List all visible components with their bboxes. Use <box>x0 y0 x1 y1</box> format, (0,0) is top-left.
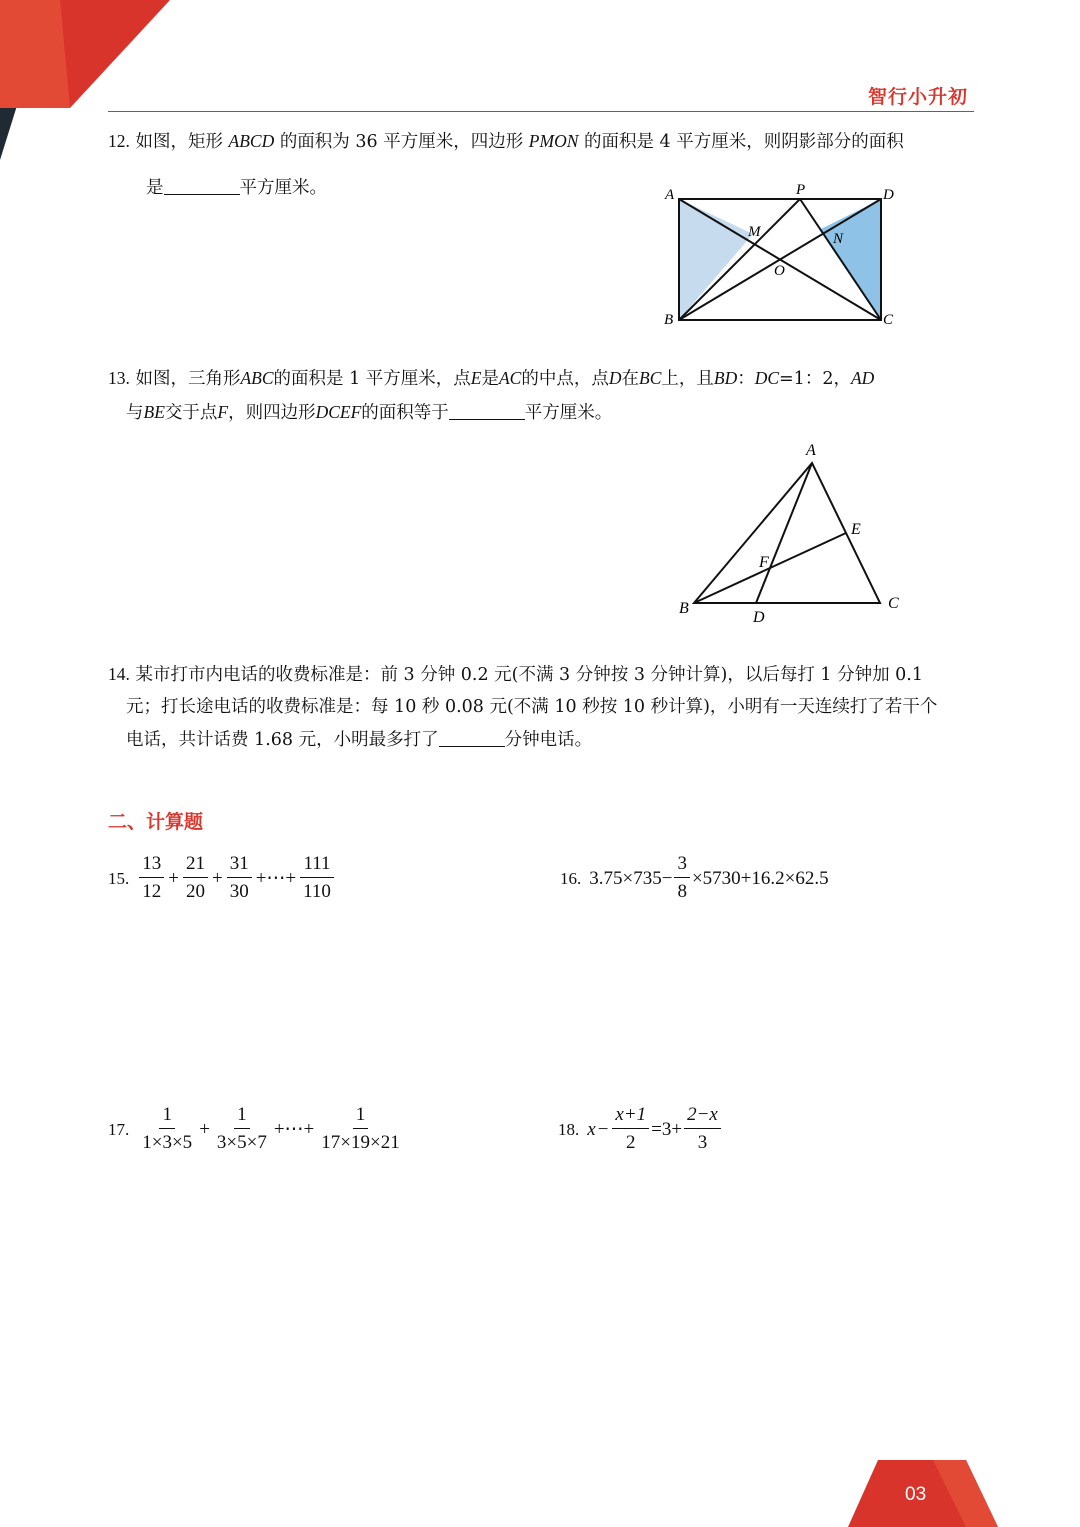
q12-text: 平方厘米。 <box>239 178 327 198</box>
q12-text: 如图，矩形 <box>135 132 223 152</box>
label-o: O <box>774 263 785 279</box>
question-12-line2 <box>146 172 327 205</box>
numerator: 111 <box>300 851 333 878</box>
q13-text: ，则四边形 <box>228 403 316 423</box>
question-14 <box>108 658 988 692</box>
shaded-left <box>679 199 753 320</box>
operator: +⋯+ <box>273 1119 315 1140</box>
denominator: 17×19×21 <box>321 1132 400 1153</box>
fraction <box>674 851 690 906</box>
operator: − <box>597 1118 609 1140</box>
q13-text: 是 <box>481 369 499 389</box>
denominator: 3 <box>697 1132 708 1153</box>
var-ad: AD <box>850 368 875 388</box>
label-d: D <box>753 609 765 626</box>
question-number: 12. <box>108 131 130 151</box>
label-c: C <box>883 312 894 328</box>
numerator: 1 <box>234 1102 250 1129</box>
var-d: D <box>608 368 622 388</box>
fraction <box>183 851 208 906</box>
fraction <box>612 1102 649 1157</box>
q13-text: 的面积是 1 平方厘米，点 <box>273 369 471 389</box>
answer-blank <box>164 176 240 195</box>
var-e: E <box>470 368 482 388</box>
section-heading: 二、计算题 <box>108 811 204 833</box>
operator: + <box>199 1118 210 1140</box>
numerator: 1 <box>159 1102 175 1129</box>
q13-text: =1：2， <box>779 369 851 389</box>
q13-text: 的面积等于 <box>361 403 449 423</box>
question-number: 17. <box>108 1119 130 1139</box>
question-number: 18. <box>558 1119 580 1139</box>
numerator: 21 <box>183 851 208 878</box>
q14-text: 元；打长途电话的收费标准是：每 10 秒 0.08 元(不满 10 秒按 10 秒计算)，小明有一天连续打了若干个 <box>126 697 938 717</box>
operator: + <box>211 867 223 889</box>
question-15 <box>108 851 336 906</box>
var-be: BE <box>143 402 165 422</box>
operator: + <box>168 867 179 889</box>
var-abc: ABC <box>240 368 274 388</box>
var-bc: BC <box>639 368 662 388</box>
expression-part: =3+ <box>651 1118 683 1140</box>
fraction <box>684 1102 721 1157</box>
answer-blank <box>449 401 525 420</box>
q12-text: 的面积是 4 平方厘米，则阴影部分的面积 <box>583 132 904 152</box>
var-dc: DC <box>754 368 780 388</box>
label-a: A <box>665 187 675 203</box>
question-16 <box>560 851 829 906</box>
denominator: 8 <box>677 881 687 902</box>
denominator: 20 <box>185 881 205 902</box>
numerator: 3 <box>674 851 690 878</box>
fraction <box>227 851 252 906</box>
numerator: 13 <box>139 851 164 878</box>
question-12 <box>108 125 988 159</box>
q13-text: ： <box>737 369 755 389</box>
page-number: 03 <box>905 1484 927 1505</box>
var-ac: AC <box>498 368 522 388</box>
answer-blank <box>439 728 505 747</box>
var-pmon: PMON <box>528 131 579 151</box>
rectangle-figure <box>655 178 905 333</box>
q13-text: 平方厘米。 <box>524 403 613 423</box>
q13-text: 交于点 <box>164 403 218 423</box>
question-number: 13. <box>108 368 130 388</box>
q13-text: 与 <box>126 403 144 423</box>
fraction <box>300 851 334 906</box>
var-bd: BD <box>713 368 738 388</box>
operator: +⋯+ <box>255 868 297 889</box>
brand-title: 智行小升初 <box>867 86 968 108</box>
numerator: x+1 <box>612 1102 649 1129</box>
var-x: x <box>587 1118 596 1140</box>
label-d: D <box>883 187 894 203</box>
denominator: 3×5×7 <box>216 1132 267 1153</box>
numerator: 31 <box>227 851 252 878</box>
denominator: 1×3×5 <box>142 1132 193 1153</box>
question-number: 14. <box>108 664 130 684</box>
label-p: P <box>796 182 806 198</box>
question-14-line2 <box>126 691 986 724</box>
denominator: 30 <box>229 881 249 902</box>
expression-part: ×5730+16.2×62.5 <box>691 867 829 889</box>
question-13 <box>108 362 988 396</box>
q14-text: 电话，共计话费 1.68 元，小明最多打了 <box>126 730 439 750</box>
question-number: 16. <box>560 868 582 888</box>
denominator: 2 <box>626 1132 636 1153</box>
fraction <box>139 1102 195 1157</box>
q14-text: 分钟电话。 <box>504 730 593 750</box>
label-c: C <box>888 595 899 612</box>
label-e: E <box>851 521 861 538</box>
var-abcd: ABCD <box>228 131 275 151</box>
question-number: 15. <box>108 868 130 888</box>
q13-text: 的中点，点 <box>521 369 609 389</box>
label-n: N <box>833 231 844 247</box>
q14-text: 某市打市内电话的收费标准是：前 3 分钟 0.2 元(不满 3 分钟按 3 分钟计算)，以后每打 1 分钟加 0.1 <box>135 665 923 685</box>
expression-part: 3.75×735− <box>589 867 673 889</box>
q13-text: 如图，三角形 <box>135 369 241 389</box>
label-m: M <box>748 224 761 240</box>
fraction <box>318 1102 402 1157</box>
question-18 <box>558 1102 723 1157</box>
q13-text: 上，且 <box>661 369 714 389</box>
header-divider <box>108 111 974 112</box>
numerator: 2−x <box>684 1102 721 1129</box>
denominator: 12 <box>142 881 162 902</box>
q12-text: 的面积为 36 平方厘米，四边形 <box>279 132 524 152</box>
question-14-line3 <box>126 724 592 757</box>
denominator: 110 <box>303 881 331 902</box>
fraction <box>139 851 164 906</box>
page-number-badge <box>848 1460 998 1527</box>
label-b: B <box>664 312 674 328</box>
label-f: F <box>759 554 769 571</box>
question-13-line2 <box>126 396 612 430</box>
fraction <box>214 1102 270 1157</box>
q13-text: 在 <box>621 369 639 389</box>
triangle-figure <box>670 435 910 630</box>
q12-text: 是 <box>146 178 164 198</box>
label-a: A <box>806 442 816 459</box>
numerator: 1 <box>353 1102 369 1129</box>
var-dcef: DCEF <box>315 402 362 422</box>
label-b: B <box>679 600 689 617</box>
question-17 <box>108 1102 405 1157</box>
var-f: F <box>217 402 229 422</box>
